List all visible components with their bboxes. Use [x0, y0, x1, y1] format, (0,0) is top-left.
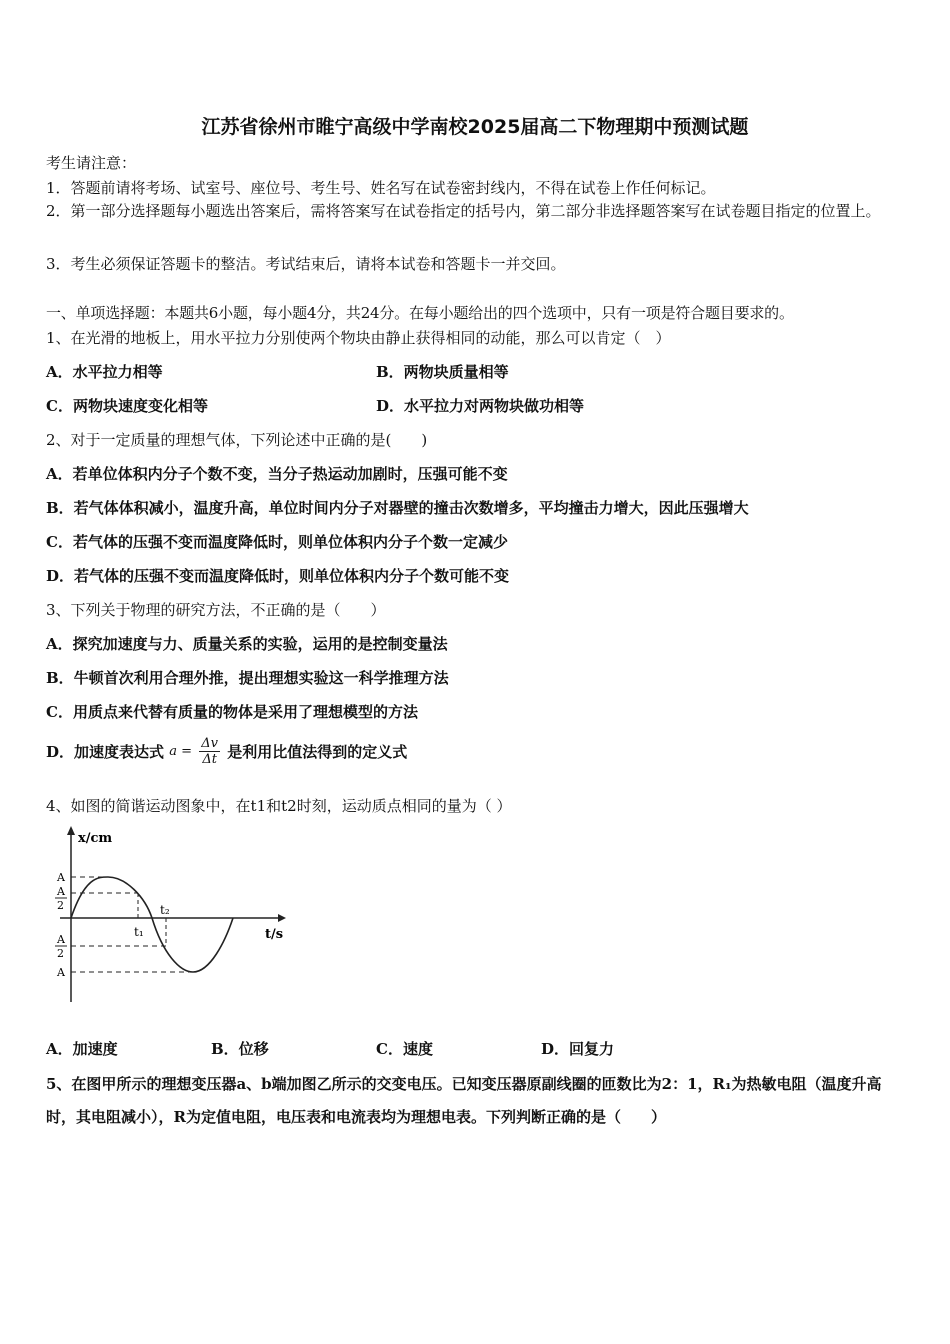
formula-lhs: a =	[169, 744, 193, 759]
tick-label-neg-half-a-den: 2	[57, 947, 64, 960]
q1-stem: 1、在光滑的地板上，用水平拉力分别使两个物块由静止获得相同的动能，那么可以肯定（ ）	[46, 329, 671, 347]
y-axis-label: x/cm	[78, 831, 113, 846]
x-axis-label: t/s	[265, 927, 284, 942]
q3-option-d	[46, 736, 407, 767]
sine-curve	[71, 877, 233, 972]
formula-fraction	[199, 736, 220, 767]
q3-option-c: C．用质点来代替有质量的物体是采用了理想模型的方法	[46, 703, 418, 721]
q1-option-c: C．两物块速度变化相等	[46, 397, 208, 415]
page-title: 江苏省徐州市睢宁高级中学南校2025届高二下物理期中预测试题	[201, 116, 749, 138]
q3-stem: 3、下列关于物理的研究方法，不正确的是（ ）	[46, 601, 386, 619]
tick-label-neg-half-a-num: A	[57, 933, 65, 946]
q3-option-a: A．探究加速度与力、质量关系的实验，运用的是控制变量法	[46, 635, 448, 653]
q4-stem: 4、如图的简谐运动图象中，在t1和t2时刻，运动质点相同的量为（ ）	[46, 797, 512, 815]
tick-label-half-a-num: A	[57, 885, 65, 898]
section-heading: 一、单项选择题：本题共6小题，每小题4分，共24分。在每小题给出的四个选项中，只有一项是符合题目要求的。	[46, 304, 794, 322]
q2-option-a: A．若单位体积内分子个数不变，当分子热运动加剧时，压强可能不变	[46, 465, 508, 483]
shm-graph	[40, 822, 300, 1007]
q4-option-b: B．位移	[211, 1040, 269, 1058]
t1-label: t₁	[134, 925, 144, 939]
tick-label-a: A	[57, 871, 65, 884]
notice-item-1: 1．答题前请将考场、试室号、座位号、考生号、姓名写在试卷密封线内，不得在试卷上作任何标记。	[46, 179, 716, 197]
q3-option-b: B．牛顿首次利用合理外推，提出理想实验这一科学推理方法	[46, 669, 449, 687]
q2-option-d: D．若气体的压强不变而温度降低时，则单位体积内分子个数可能不变	[46, 567, 510, 585]
q1-option-b: B．两物块质量相等	[376, 363, 509, 381]
q2-stem: 2、对于一定质量的理想气体，下列论述中正确的是( )	[46, 431, 428, 449]
formula-denominator: Δt	[202, 752, 217, 767]
x-axis-arrow	[278, 914, 286, 922]
tick-label-half-a-den: 2	[57, 899, 64, 912]
q4-option-a: A．加速度	[46, 1040, 118, 1058]
q1-option-d: D．水平拉力对两物块做功相等	[376, 397, 585, 415]
notice-heading: 考生请注意：	[46, 154, 137, 172]
notice-item-2: 2．第一部分选择题每小题选出答案后，需将答案写在试卷指定的括号内，第二部分非选择题答案写在试卷题目指定的位置上。	[46, 202, 881, 220]
tick-label-neg-a: A	[57, 966, 65, 979]
t2-label: t₂	[160, 903, 170, 917]
q2-option-c: C．若气体的压强不变而温度降低时，则单位体积内分子个数一定减少	[46, 533, 508, 551]
q4-option-d: D．回复力	[541, 1040, 615, 1058]
q4-option-c: C．速度	[376, 1040, 433, 1058]
q1-option-a: A．水平拉力相等	[46, 363, 163, 381]
formula-numerator: Δv	[201, 736, 218, 751]
q5-stem: 5、在图甲所示的理想变压器a、b端加图乙所示的交变电压。已知变压器原副线圈的匝数比为2：1，R₁为热敏电阻（温度升高时，其电阻减小），R为定值电阻，电压表和电流表均为理想电表。下列判断正确的是（ ）	[46, 1075, 882, 1126]
q3-option-d-suffix: 是利用比值法得到的定义式	[227, 743, 408, 761]
q2-option-b: B．若气体体积减小，温度升高，单位时间内分子对器壁的撞击次数增多，平均撞击力增大，因此压强增大	[46, 499, 749, 517]
q3-option-d-prefix: D．加速度表达式	[46, 743, 165, 761]
notice-item-3: 3．考生必须保证答题卡的整洁。考试结束后，请将本试卷和答题卡一并交回。	[46, 255, 566, 273]
y-axis-arrow	[67, 826, 75, 835]
